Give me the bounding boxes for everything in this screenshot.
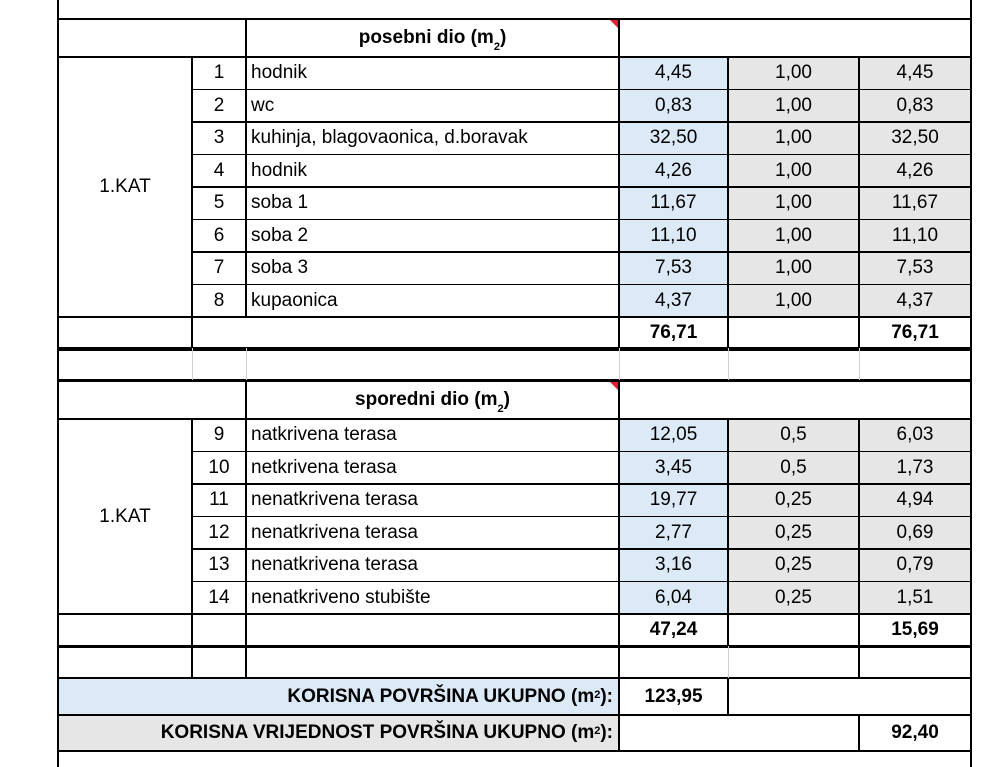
grid-line: [727, 419, 729, 647]
grid-line: [58, 714, 971, 716]
grid-line: [192, 219, 971, 221]
room-area: 6,04: [619, 582, 728, 615]
light-grid-line: [619, 348, 620, 380]
section-title: posebni dio (m: [358, 27, 494, 48]
room-area: 4,26: [619, 155, 728, 188]
room-value: 4,45: [859, 57, 971, 90]
useful-area-empty: [728, 679, 971, 715]
value-area-label-text: KORISNA VRIJEDNOST POVRŠINA UKUPNO (m: [160, 722, 595, 743]
grid-line: [618, 19, 620, 350]
room-value: 11,67: [859, 187, 971, 220]
room-number: 14: [208, 586, 230, 608]
value-area-value: 92,40: [891, 722, 939, 743]
grid-line: [858, 715, 860, 751]
room-name: kuhinja, blagovaonica, d.boravak: [251, 127, 528, 149]
room-coefficient: 0,25: [728, 517, 859, 550]
room-area: 3,45: [619, 452, 728, 485]
grid-line: [858, 611, 860, 678]
grid-line: [192, 483, 971, 485]
grid-line: [191, 611, 193, 678]
room-name: soba 1: [251, 192, 309, 214]
grid-line: [58, 750, 971, 752]
grid-line: [245, 19, 247, 317]
floor-label-2: 1.KAT: [99, 505, 151, 527]
useful-area-label: KORISNA POVRŠINA UKUPNO (m $^2$ ):: [58, 679, 619, 715]
room-value: 32,50: [859, 122, 971, 155]
room-name: nenatkriveno stubište: [251, 586, 431, 608]
light-grid-line: [192, 348, 193, 380]
grid-line: [58, 379, 971, 381]
room-value: 7,53: [859, 252, 971, 285]
light-grid-line: [859, 348, 860, 380]
room-area: 3,16: [619, 549, 728, 582]
room-coefficient: 1,00: [728, 220, 859, 253]
value-area-empty: [619, 715, 859, 751]
room-value: 1,51: [859, 582, 971, 615]
room-value: 1,73: [859, 452, 971, 485]
room-value: 6,03: [859, 419, 971, 452]
room-number: 12: [208, 521, 230, 543]
grid-line: [727, 57, 729, 350]
grid-line: [58, 645, 971, 647]
room-coefficient: 0,5: [728, 452, 859, 485]
total-value: 76,71: [891, 322, 939, 344]
room-name: soba 2: [251, 224, 309, 246]
room-coefficient: 0,25: [728, 582, 859, 615]
room-name: kupaonica: [251, 289, 338, 311]
grid-line: [58, 418, 971, 420]
grid-line: [970, 0, 972, 767]
room-value: 0,79: [859, 549, 971, 582]
grid-line: [57, 0, 59, 767]
room-name: nenatkrivena terasa: [251, 554, 418, 576]
room-name: hodnik: [251, 62, 307, 84]
grid-line: [58, 18, 971, 20]
room-value: 0,69: [859, 517, 971, 550]
room-value: 4,37: [859, 285, 971, 318]
room-number: 9: [213, 424, 225, 446]
room-number: 11: [209, 489, 229, 511]
room-area: 11,10: [619, 220, 728, 253]
grid-line: [192, 154, 971, 156]
room-area: 32,50: [619, 122, 728, 155]
room-coefficient: 0,5: [728, 419, 859, 452]
room-name: nenatkrivena terasa: [251, 521, 418, 543]
total-value: 15,69: [891, 619, 939, 641]
grid-line: [58, 316, 971, 318]
grid-line: [192, 89, 971, 91]
grid-line: [191, 57, 193, 350]
room-area: 7,53: [619, 252, 728, 285]
value-area-label: KORISNA VRIJEDNOST POVRŠINA UKUPNO (m $^2$ ):: [58, 715, 619, 751]
room-area: 12,05: [619, 419, 728, 452]
section-title-close: ): [503, 389, 510, 410]
floor-label-1: 1.KAT: [99, 176, 151, 197]
value-area-label-close: ):: [600, 722, 613, 743]
grid-line: [192, 251, 971, 253]
room-coefficient: 1,00: [728, 155, 859, 188]
light-grid-line: [246, 348, 247, 380]
grid-line: [245, 381, 247, 419]
room-number: 8: [213, 289, 225, 311]
grid-line: [618, 679, 620, 751]
room-area: 0,83: [619, 90, 728, 123]
room-number: 2: [213, 94, 225, 116]
room-area: 4,45: [619, 57, 728, 90]
grid-line: [192, 581, 971, 583]
room-number: 5: [213, 192, 225, 214]
room-coefficient: 1,00: [728, 252, 859, 285]
grid-line: [192, 121, 971, 123]
room-name: nenatkrivena terasa: [251, 489, 418, 511]
room-coefficient: 0,25: [728, 484, 859, 517]
room-coefficient: 1,00: [728, 57, 859, 90]
section2-header: sporedni dio (m $^2$ ): [355, 389, 510, 415]
total-area: 47,24: [649, 619, 698, 641]
grid-line: [727, 679, 729, 715]
room-coefficient: 1,00: [728, 187, 859, 220]
room-coefficient: 1,00: [728, 122, 859, 155]
room-value: 4,94: [859, 484, 971, 517]
grid-line: [618, 381, 620, 647]
section-title-close: ): [499, 27, 507, 48]
room-area: 19,77: [619, 484, 728, 517]
room-name: natkrivena terasa: [251, 424, 397, 446]
grid-line: [58, 56, 971, 58]
room-number: 13: [208, 554, 230, 576]
room-name: netkrivena terasa: [251, 456, 397, 478]
grid-line: [245, 611, 247, 678]
room-name: wc: [251, 94, 275, 116]
room-value: 4,26: [859, 155, 971, 188]
section1-header: posebni dio (m $^2$ ): [358, 27, 507, 53]
room-value: 0,83: [859, 90, 971, 123]
room-number: 10: [208, 456, 230, 478]
room-number: 4: [213, 159, 225, 181]
grid-line: [245, 19, 247, 57]
useful-area-label-close: ):: [600, 686, 613, 707]
room-name: soba 3: [251, 257, 309, 279]
useful-area-label-text: KORISNA POVRŠINA UKUPNO (m: [287, 686, 595, 707]
light-grid-line: [728, 348, 729, 380]
room-coefficient: 1,00: [728, 90, 859, 123]
room-coefficient: 0,25: [728, 549, 859, 582]
room-value: 11,10: [859, 220, 971, 253]
room-number: 3: [213, 127, 225, 149]
total-area: 76,71: [649, 322, 698, 344]
room-number: 1: [213, 62, 225, 84]
room-area: 11,67: [619, 187, 728, 220]
grid-line: [192, 451, 971, 453]
light-grid-line: [728, 646, 729, 678]
grid-line: [192, 284, 971, 286]
useful-area-value: 123,95: [644, 686, 703, 707]
room-number: 7: [213, 257, 225, 279]
room-coefficient: 1,00: [728, 285, 859, 318]
grid-line: [58, 613, 971, 615]
room-name: hodnik: [251, 159, 307, 181]
room-number: 6: [213, 224, 225, 246]
grid-line: [192, 186, 971, 188]
room-area: 4,37: [619, 285, 728, 318]
grid-line: [58, 347, 971, 349]
room-area: 2,77: [619, 517, 728, 550]
grid-line: [192, 548, 971, 550]
section-title: sporedni dio (m: [355, 389, 498, 410]
grid-line: [858, 57, 860, 350]
grid-line: [192, 516, 971, 518]
grid-line: [618, 611, 620, 678]
